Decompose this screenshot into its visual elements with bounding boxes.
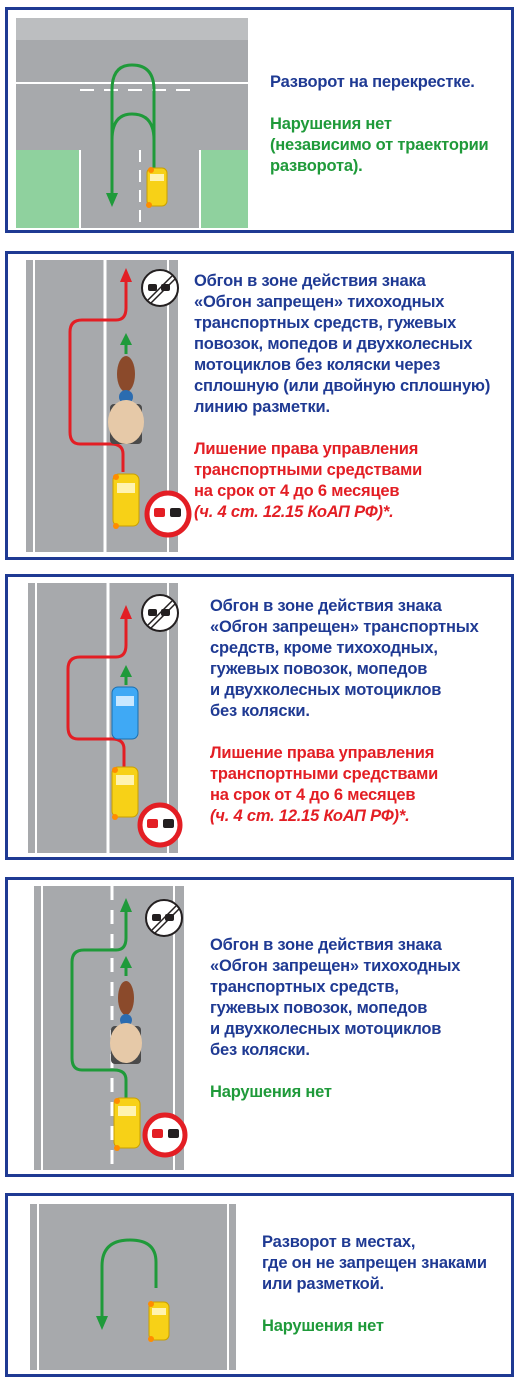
u-turn-scene xyxy=(8,1196,248,1374)
panel-2-penalty: Лишение права управления транспортными средствами на срок от 4 до 6 месяцев xyxy=(194,440,423,500)
panel-3-description: Обгон в зоне действия знака «Обгон запрещен» транспортных средств, кроме тихоходных, гужевых повозок, мопедов и двухколесных мотоциклов без коляски. xyxy=(210,597,479,720)
panel-overtake-slow-vehicle-solid-line xyxy=(5,251,514,560)
panel-3-text xyxy=(210,596,479,827)
panel-1-verdict: Нарушения нет (независимо от траектории разворота). xyxy=(270,115,489,175)
end-no-overtaking-sign-icon xyxy=(142,270,178,306)
panel-u-turn-allowed xyxy=(5,1193,514,1377)
panel-2-description: Обгон в зоне действия знака «Обгон запрещен» тихоходных транспортных средств, гужевых повозок, мопедов и двухколесных мотоциклов без коляски через сплошную (или двойную сплошную) линию разметки. xyxy=(194,272,491,416)
panel-3-law-ref: (ч. 4 ст. 12.15 КоАП РФ)*. xyxy=(210,807,410,825)
overtake-regular-scene xyxy=(8,577,198,857)
blue-car-icon xyxy=(112,687,138,739)
panel-4-verdict: Нарушения нет xyxy=(210,1083,332,1101)
grass-right xyxy=(200,150,248,228)
yellow-car-icon xyxy=(146,167,167,208)
panel-1-description: Разворот на перекрестке. xyxy=(270,73,475,91)
panel-3-penalty: Лишение права управления транспортными средствами на срок от 4 до 6 месяцев xyxy=(210,744,439,804)
panel-overtake-regular-vehicle xyxy=(5,574,514,860)
yellow-car-icon xyxy=(148,1301,169,1342)
panel-2-law-ref: (ч. 4 ст. 12.15 КоАП РФ)*. xyxy=(194,503,394,521)
panel-5-text xyxy=(262,1232,487,1337)
panel-1-text xyxy=(270,72,488,177)
overtake-dashed-scene xyxy=(8,880,203,1174)
yellow-car-icon xyxy=(112,767,138,820)
end-no-overtaking-sign-icon xyxy=(142,595,178,631)
yellow-car-icon xyxy=(113,474,139,529)
no-overtaking-sign-icon xyxy=(147,493,189,535)
grass-left xyxy=(16,150,80,228)
panel-4-text xyxy=(210,935,460,1103)
end-no-overtaking-sign-icon xyxy=(146,900,182,936)
panel-intersection-u-turn xyxy=(5,7,514,233)
no-overtaking-sign-icon xyxy=(140,805,180,845)
overtake-slow-scene xyxy=(8,254,198,557)
panel-5-verdict: Нарушения нет xyxy=(262,1317,384,1335)
panel-4-description: Обгон в зоне действия знака «Обгон запрещен» тихоходных транспортных средств, гужевых повозок, мопедов и двухколесных мотоциклов без коляски. xyxy=(210,936,461,1059)
no-overtaking-sign-icon xyxy=(145,1115,185,1155)
panel-2-text xyxy=(194,271,490,523)
panel-overtake-slow-vehicle-dashed xyxy=(5,877,514,1177)
panel-5-description: Разворот в местах, где он не запрещен знаками или разметкой. xyxy=(262,1233,487,1293)
yellow-car-icon xyxy=(114,1098,140,1151)
intersection-scene xyxy=(8,10,248,230)
